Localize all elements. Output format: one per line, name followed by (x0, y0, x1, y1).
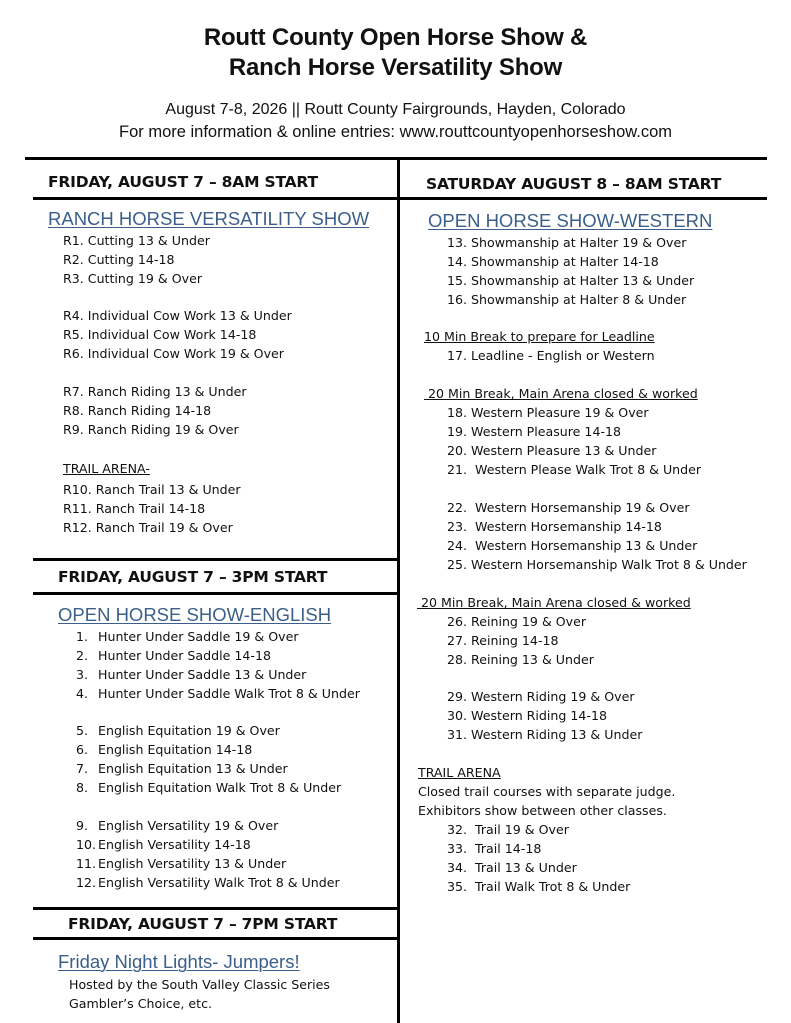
trail-note: Exhibitors show between other classes. (418, 803, 667, 818)
class-item: 6. English Equitation 14-18 (76, 742, 253, 757)
fri-7pm-header: FRIDAY, AUGUST 7 – 7PM START (68, 915, 338, 933)
class-item: R2. Cutting 14-18 (63, 252, 175, 267)
class-item: 30. Western Riding 14-18 (447, 708, 607, 723)
break-heading: 10 Min Break to prepare for Leadline (424, 329, 655, 344)
class-item: 33. Trail 14-18 (447, 841, 542, 856)
class-item: 32. Trail 19 & Over (447, 822, 569, 837)
class-item: 28. Reining 13 & Under (447, 652, 594, 667)
fri-3pm-header-rule-bottom (33, 592, 397, 595)
class-item: 16. Showmanship at Halter 8 & Under (447, 292, 687, 307)
class-item: R1. Cutting 13 & Under (63, 233, 210, 248)
friday-night-lights-title: Friday Night Lights- Jumpers! (58, 951, 300, 972)
class-item: 15. Showmanship at Halter 13 & Under (447, 273, 695, 288)
western-show-title: OPEN HORSE SHOW-WESTERN (428, 210, 713, 231)
class-item: 22. Western Horsemanship 19 & Over (447, 500, 690, 515)
fri-7pm-note: Hosted by the South Valley Classic Series (69, 977, 330, 992)
trail-arena-heading: TRAIL ARENA (418, 765, 501, 780)
page-title-line2: Ranch Horse Versatility Show (228, 54, 563, 81)
column-divider (397, 157, 400, 1023)
class-item: 9. English Versatility 19 & Over (76, 818, 279, 833)
class-item: 34. Trail 13 & Under (447, 860, 577, 875)
class-item: 4. Hunter Under Saddle Walk Trot 8 & Under (76, 686, 360, 701)
class-item: 27. Reining 14-18 (447, 633, 559, 648)
page-title-line1: Routt County Open Horse Show & (203, 24, 588, 51)
class-item: 5. English Equitation 19 & Over (76, 723, 280, 738)
fri-7pm-header-rule-bottom (33, 937, 397, 940)
fri-8am-header: FRIDAY, AUGUST 7 – 8AM START (48, 173, 318, 191)
break-heading: 20 Min Break, Main Arena closed & worked (424, 386, 698, 401)
class-item: 20. Western Pleasure 13 & Under (447, 443, 657, 458)
class-item: 19. Western Pleasure 14-18 (447, 424, 622, 439)
class-item: 24. Western Horsemanship 13 & Under (447, 538, 698, 553)
class-item: R7. Ranch Riding 13 & Under (63, 384, 247, 399)
class-item: 1. Hunter Under Saddle 19 & Over (76, 629, 299, 644)
ranch-trail-arena-heading: TRAIL ARENA- (63, 461, 150, 476)
class-item: 21. Western Please Walk Trot 8 & Under (447, 462, 702, 477)
class-item: R12. Ranch Trail 19 & Over (63, 520, 233, 535)
break-heading: 20 Min Break, Main Arena closed & worked (417, 595, 691, 610)
sat-header-rule-bottom (400, 197, 767, 200)
fri-7pm-header-rule-top (33, 907, 397, 910)
class-item: 23. Western Horsemanship 14-18 (447, 519, 662, 534)
class-item: 12. English Versatility Walk Trot 8 & Under (76, 875, 340, 890)
class-item: 2. Hunter Under Saddle 14-18 (76, 648, 271, 663)
sat-8am-header: SATURDAY AUGUST 8 – 8AM START (426, 175, 722, 193)
class-item: R8. Ranch Riding 14-18 (63, 403, 212, 418)
class-item: 7. English Equitation 13 & Under (76, 761, 288, 776)
class-item: R6. Individual Cow Work 19 & Over (63, 346, 284, 361)
class-item: 3. Hunter Under Saddle 13 & Under (76, 667, 307, 682)
fri-7pm-note: Gambler’s Choice, etc. (69, 996, 213, 1011)
fri-8am-header-rule-bottom (33, 197, 397, 200)
date-location: August 7-8, 2026 || Routt County Fairgrounds, Hayden, Colorado (165, 101, 626, 118)
class-item: 17. Leadline - English or Western (447, 348, 655, 363)
info-line: For more information & online entries: www.routtcountyopenhorseshow.com (118, 123, 673, 141)
fri-3pm-header-rule-top (33, 558, 397, 561)
class-item: R11. Ranch Trail 14-18 (63, 501, 206, 516)
class-item: R9. Ranch Riding 19 & Over (63, 422, 239, 437)
class-item: R3. Cutting 19 & Over (63, 271, 203, 286)
class-item: R4. Individual Cow Work 13 & Under (63, 308, 292, 323)
english-show-title: OPEN HORSE SHOW-ENGLISH (58, 604, 332, 625)
class-item: 35. Trail Walk Trot 8 & Under (447, 879, 631, 894)
class-item: 14. Showmanship at Halter 14-18 (447, 254, 659, 269)
ranch-versatility-title: RANCH HORSE VERSATILITY SHOW (48, 208, 370, 229)
class-item: 11. English Versatility 13 & Under (76, 856, 287, 871)
class-item: 13. Showmanship at Halter 19 & Over (447, 235, 687, 250)
trail-note: Closed trail courses with separate judge. (418, 784, 676, 799)
class-item: 25. Western Horsemanship Walk Trot 8 & Under (447, 557, 747, 572)
class-item: 10. English Versatility 14-18 (76, 837, 251, 852)
class-item: 29. Western Riding 19 & Over (447, 689, 635, 704)
class-item: R5. Individual Cow Work 14-18 (63, 327, 257, 342)
class-item: 18. Western Pleasure 19 & Over (447, 405, 649, 420)
class-item: 31. Western Riding 13 & Under (447, 727, 643, 742)
class-item: 8. English Equitation Walk Trot 8 & Under (76, 780, 342, 795)
class-item: R10. Ranch Trail 13 & Under (63, 482, 241, 497)
top-rule (25, 157, 767, 160)
class-item: 26. Reining 19 & Over (447, 614, 587, 629)
fri-3pm-header: FRIDAY, AUGUST 7 – 3PM START (58, 568, 328, 586)
